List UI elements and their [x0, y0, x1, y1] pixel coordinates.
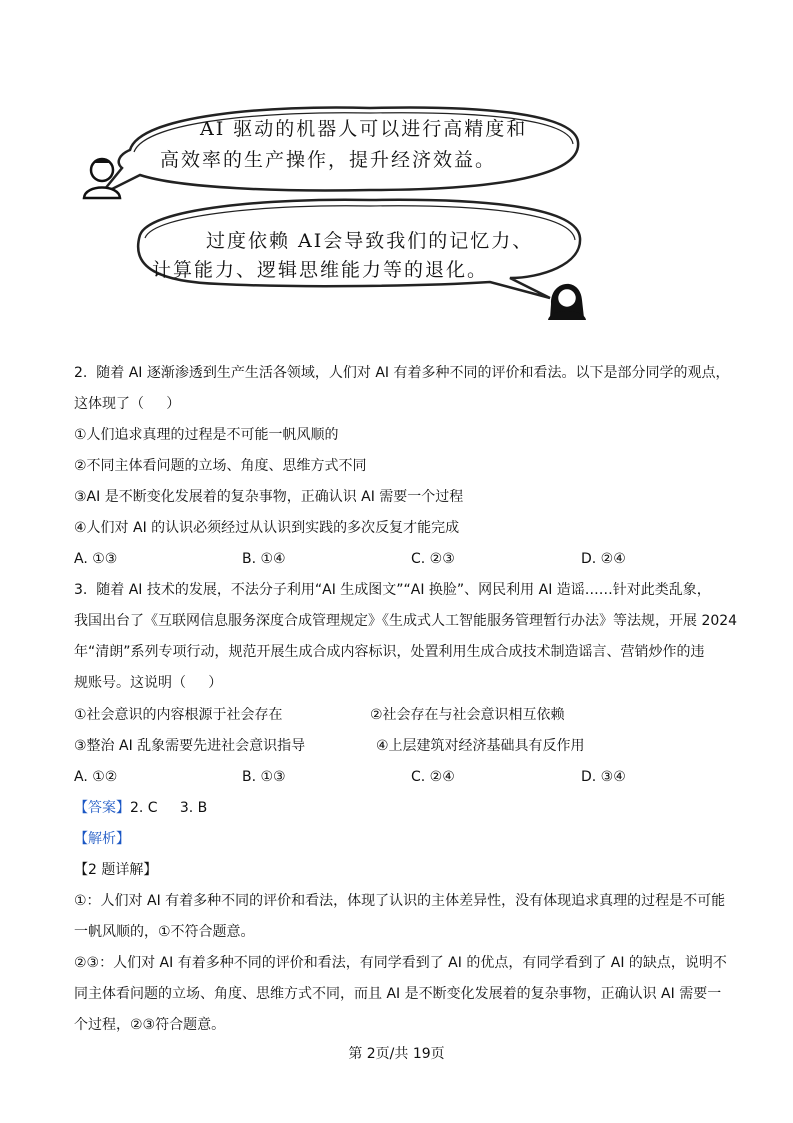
female-avatar-icon [548, 284, 586, 320]
q3-stem-line2: 我国出台了《互联网信息服务深度合成管理规定》《生成式人工智能服务管理暂行办法》等法规，开展 2024 [74, 613, 738, 629]
q3-item-3: ③整治 AI 乱象需要先进社会意识指导 [74, 738, 306, 754]
detail-p2-line2: 同主体看问题的立场、角度、思维方式不同，而且 AI 是不断变化发展着的复杂事物，正确认识 AI 需要一 [74, 986, 722, 1002]
q3-stem-line3: 年“清朗”系列专项行动，规范开展生成合成内容标识，处置利用生成合成技术制造谣言、营销炒作的违 [74, 644, 705, 660]
page-footer: 第 2页/共 19页 [348, 1046, 445, 1062]
q2-stem-line1: 2. 随着 AI 逐渐渗透到生产生活各领域，人们对 AI 有着多种不同的评价和看法。以下是部分同学的观点， [74, 365, 730, 381]
detail-p1-line1: ①：人们对 AI 有着多种不同的评价和看法，体现了认识的主体差异性，没有体现追求真理的过程是不可能 [74, 893, 726, 909]
q3-option-a: A. ①② [74, 769, 118, 785]
q3-item-2: ②社会存在与社会意识相互依赖 [370, 707, 565, 723]
answer-line [74, 798, 207, 818]
bubble2-line1: 过度依赖 AI会导致我们的记忆力、 [206, 230, 534, 252]
detail-p1-line2: 一帆风顺的，①不符合题意。 [74, 924, 255, 940]
bubble1-line1: AI 驱动的机器人可以进行高精度和 [200, 118, 528, 140]
q3-item-4: ④上层建筑对经济基础具有反作用 [376, 738, 585, 754]
analysis-line [74, 829, 130, 849]
q2-item-1: ①人们追求真理的过程是不可能一帆风顺的 [74, 427, 339, 443]
answer-tag: 【答案】 [74, 800, 130, 816]
speech-bubble-illustration [70, 90, 630, 340]
q2-option-b: B. ①④ [242, 551, 286, 567]
bubble1-line2: 高效率的生产操作，提升经济效益。 [160, 149, 497, 171]
q3-stem-line4: 规账号。这说明（ ） [74, 675, 223, 691]
answer-text: 2. C 3. B [130, 800, 208, 816]
detail-p2-line3: 个过程，②③符合题意。 [74, 1017, 226, 1033]
q2-item-4: ④人们对 AI 的认识必须经过从认识到实践的多次反复才能完成 [74, 520, 460, 536]
bubble2-line2: 计算能力、逻辑思维能力等的退化。 [152, 259, 489, 281]
q2-option-a: A. ①③ [74, 551, 118, 567]
q2-item-3: ③AI 是不断变化发展着的复杂事物，正确认识 AI 需要一个过程 [74, 489, 464, 505]
q3-item-1: ①社会意识的内容根源于社会存在 [74, 707, 283, 723]
q3-option-d: D. ③④ [581, 769, 626, 785]
analysis-tag: 【解析】 [74, 831, 130, 847]
q2-option-d: D. ②④ [581, 551, 626, 567]
q2-stem-line2: 这体现了（ ） [74, 396, 181, 412]
q3-option-b: B. ①③ [242, 769, 286, 785]
q2-option-c: C. ②③ [411, 551, 455, 567]
detail-p2-line1: ②③：人们对 AI 有着多种不同的评价和看法，有同学看到了 AI 的优点，有同学看到了 AI 的缺点，说明不 [74, 955, 727, 971]
detail-heading: 【2 题详解】 [74, 862, 158, 878]
q3-option-c: C. ②④ [411, 769, 455, 785]
q2-item-2: ②不同主体看问题的立场、角度、思维方式不同 [74, 458, 367, 474]
q3-stem-line1: 3. 随着 AI 技术的发展，不法分子利用“AI 生成图文”“AI 换脸”、网民利用 AI 造谣……针对此类乱象， [74, 582, 711, 598]
